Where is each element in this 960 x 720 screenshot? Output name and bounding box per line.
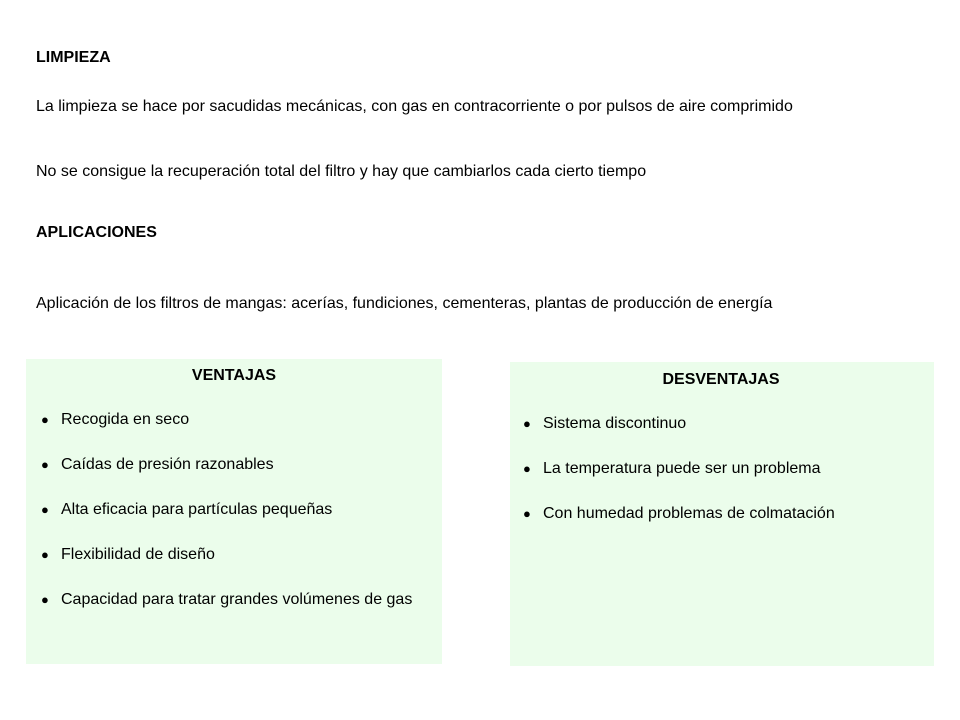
ventajas-box [26,359,442,664]
list-item [36,455,432,474]
list-item-text: La temperatura puede ser un problema [543,460,821,477]
list-item [36,590,432,609]
bullet-dot-icon: ● [523,461,531,476]
limpieza-paragraph-2: No se consigue la recuperación total del filtro y hay que cambiarlos cada cierto tiempo [36,163,647,180]
list-item-text: Flexibilidad de diseño [61,546,215,563]
ventajas-title: VENTAJAS [191,367,277,384]
list-item-text: Sistema discontinuo [543,415,687,432]
ventajas-list [36,410,432,609]
bullet-dot-icon: ● [41,457,49,472]
list-item [518,459,924,478]
desventajas-title: DESVENTAJAS [662,371,780,388]
list-item [36,410,432,429]
list-item [36,500,432,519]
bullet-dot-icon: ● [41,502,49,517]
bullet-dot-icon: ● [41,412,49,427]
bullet-dot-icon: ● [523,506,531,521]
desventajas-list [518,414,924,523]
list-item [518,414,924,433]
list-item-text: Capacidad para tratar grandes volúmenes de gas [61,591,413,608]
aplicaciones-heading: APLICACIONES [36,224,157,241]
limpieza-heading: LIMPIEZA [36,49,111,66]
limpieza-paragraph-1: La limpieza se hace por sacudidas mecánicas, con gas en contracorriente o por pulsos de aire comprimido [36,98,793,115]
desventajas-box [510,362,934,666]
bullet-dot-icon: ● [523,416,531,431]
bullet-dot-icon: ● [41,547,49,562]
aplicaciones-paragraph: Aplicación de los filtros de mangas: acerías, fundiciones, cementeras, plantas de producción de energía [36,295,773,312]
list-item [36,545,432,564]
list-item-text: Caídas de presión razonables [61,456,274,473]
bullet-dot-icon: ● [41,592,49,607]
list-item-text: Con humedad problemas de colmatación [543,505,835,522]
list-item [518,504,924,523]
list-item-text: Recogida en seco [61,411,190,428]
list-item-text: Alta eficacia para partículas pequeñas [61,501,333,518]
